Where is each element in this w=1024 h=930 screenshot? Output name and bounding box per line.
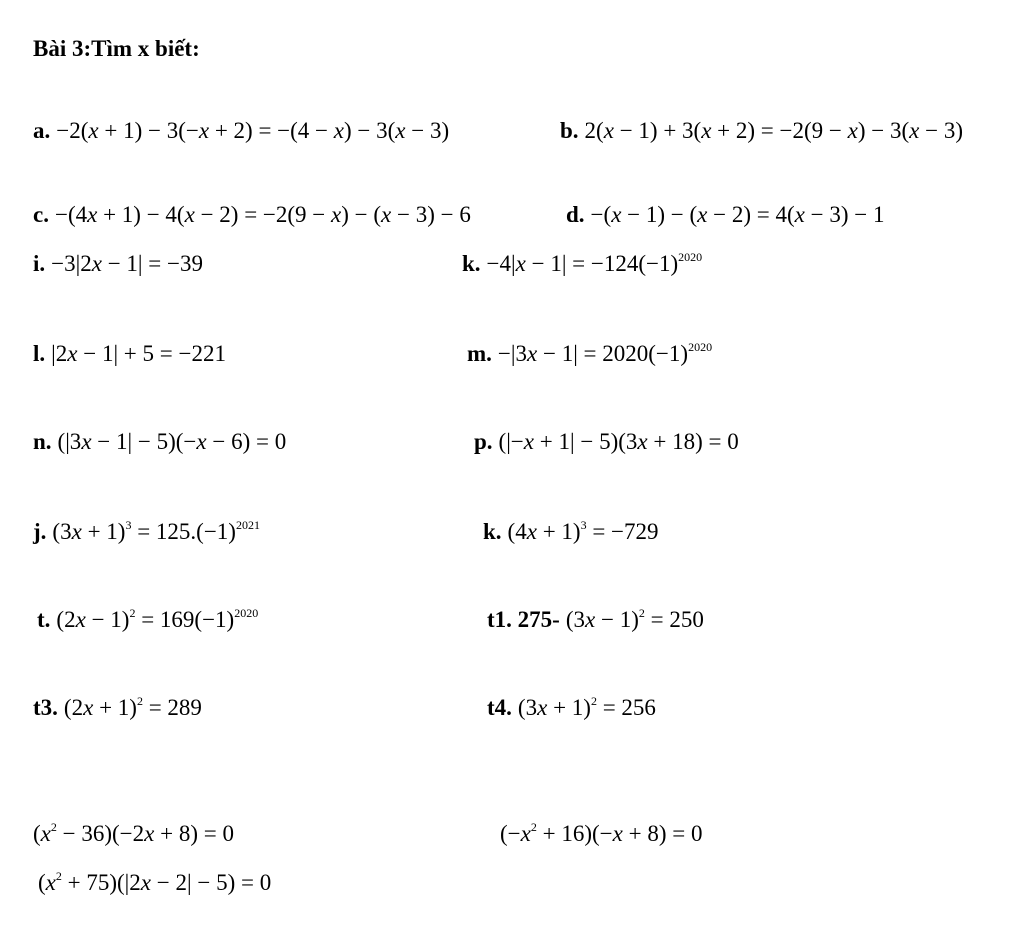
problem-equation: (|3x − 1| − 5)(−x − 6) = 0: [57, 429, 287, 454]
problem-label: a.: [33, 118, 51, 143]
problem-label: t4.: [487, 695, 512, 720]
problem-label: k.: [462, 251, 481, 276]
problem-p: [474, 430, 739, 453]
problem-label: i.: [33, 251, 46, 276]
problem-label: l.: [33, 341, 46, 366]
problem-i: [33, 252, 203, 275]
problem-equation: −3|2x − 1| = −39: [51, 251, 203, 276]
problem-t: [37, 608, 258, 631]
problem-k2: [483, 520, 659, 543]
problem-equation: $-|3x - 1| = 2020(-1)^{2020}$: [497, 340, 713, 366]
problem-b: [560, 119, 963, 142]
problem-equation: $(3x + 1)^3 = 125.(-1)^{2021}$: [52, 518, 260, 544]
problem-equation: (|−x + 1| − 5)(3x + 18) = 0: [498, 429, 739, 454]
problem-label: n.: [33, 429, 52, 454]
problem-equation: $(2x + 1)^2 = 289$: [63, 694, 202, 720]
problem-label: t3.: [33, 695, 58, 720]
problem-equation: $(x^2 - 36)(-2x + 8) = 0$: [33, 820, 234, 846]
problem-label: m.: [467, 341, 492, 366]
problem-extra-1: [33, 822, 234, 845]
problem-d: [566, 203, 884, 226]
problem-c: [33, 203, 471, 226]
problem-label: k.: [483, 519, 502, 544]
problem-m: [467, 342, 712, 365]
problem-equation: $(3x + 1)^2 = 256$: [517, 694, 656, 720]
problem-n: [33, 430, 286, 453]
problem-label: t.: [37, 607, 51, 632]
problem-label: d.: [566, 202, 585, 227]
problem-k1: [462, 252, 702, 275]
problem-label: j.: [33, 519, 47, 544]
problem-equation: $-4|x - 1| = -124(-1)^{2020}$: [486, 250, 703, 276]
problem-equation: 2(x − 1) + 3(x + 2) = −2(9 − x) − 3(x − 3): [584, 118, 963, 143]
problem-equation: −(4x + 1) − 4(x − 2) = −2(9 − x) − (x − 3) − 6: [54, 202, 471, 227]
problem-j: [33, 520, 260, 543]
problem-label: c.: [33, 202, 49, 227]
problem-equation: −(x − 1) − (x − 2) = 4(x − 3) − 1: [590, 202, 885, 227]
problem-extra-3: [38, 871, 271, 894]
problem-extra-2: [500, 822, 702, 845]
problem-label: t1. 275-: [487, 607, 560, 632]
problem-t3: [33, 696, 202, 719]
problem-equation: $(4x + 1)^3 = -729$: [507, 518, 659, 544]
problem-equation: −2(x + 1) − 3(−x + 2) = −(4 − x) − 3(x − 3): [56, 118, 450, 143]
problem-equation: $(2x - 1)^2 = 169(-1)^{2020}$: [56, 606, 259, 632]
problem-l: [33, 342, 226, 365]
problem-equation: $(x^2 + 75)(|2x - 2| - 5) = 0$: [38, 869, 272, 895]
problem-label: p.: [474, 429, 493, 454]
problem-label: b.: [560, 118, 579, 143]
exercise-title: Bài 3:Tìm x biết:: [33, 36, 200, 61]
problem-t4: [487, 696, 656, 719]
problem-equation: $(3x - 1)^2 = 250$: [565, 606, 704, 632]
problem-a: [33, 119, 449, 142]
problem-equation: $(-x^2 + 16)(-x + 8) = 0$: [500, 820, 703, 846]
problem-t1: [487, 608, 704, 631]
problem-equation: |2x − 1| + 5 = −221: [51, 341, 226, 366]
